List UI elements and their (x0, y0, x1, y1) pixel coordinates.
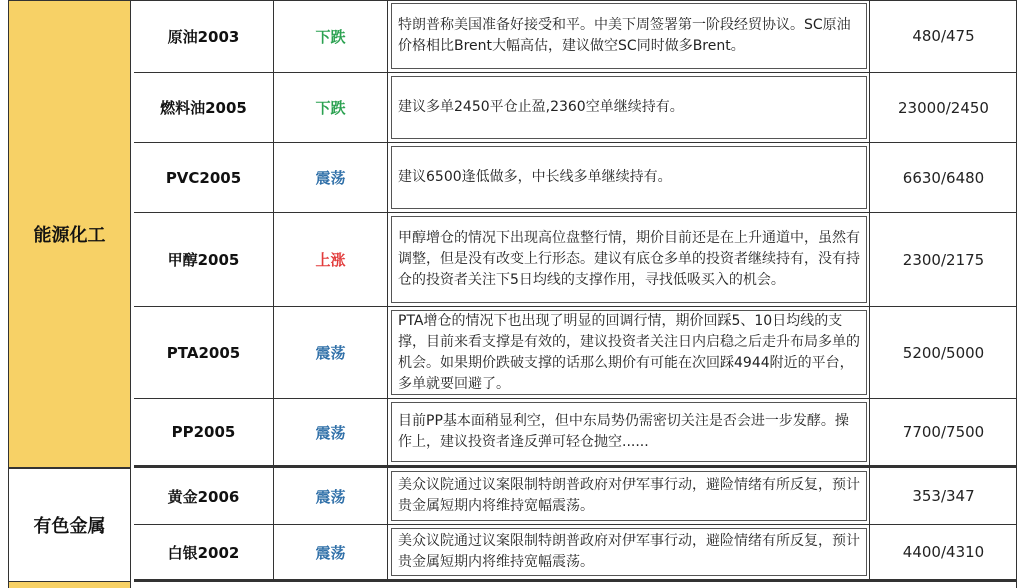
strategy-text: 甲醇增仓的情况下出现高位盘整行情，期价目前还是在上升通道中，虽然有调整，但是没有改变上行形态。建议有底仓多单的投资者继续持有，没有持仓的投资者关注下5日均线的支撑作用，寻找低吸买入的机会。 (388, 213, 870, 306)
price-levels: 2300/2175 (902, 250, 985, 269)
price-levels: 7700/7500 (902, 423, 985, 441)
table-row (134, 307, 1017, 399)
trend-label: 震荡 (274, 468, 388, 524)
contract-name: 黄金2006 (134, 468, 274, 524)
price-levels: 4400/4310 (902, 543, 985, 561)
table-row (134, 468, 1017, 525)
trend-label: 震荡 (274, 307, 388, 398)
strategy-text: 特朗普称美国准备好接受和平。中美下周签署第一阶段经贸协议。SC原油价格相比Brent大幅高估，建议做空SC同时做多Brent。 (388, 0, 870, 72)
price-levels: 353/347 (912, 487, 975, 505)
contract-name: 燃料油2005 (134, 73, 274, 142)
table-row (134, 0, 1017, 73)
contract-name: PP2005 (134, 399, 274, 465)
contract-name: 原油2003 (134, 0, 274, 72)
strategy-text: 目前PP基本面稍显利空，但中东局势仍需密切关注是否会进一步发酵。操作上，建议投资者逢反弹可轻仓抛空...... (388, 399, 870, 465)
strategy-text: 建议多单2450平仓止盈,2360空单继续持有。 (388, 73, 870, 142)
strategy-text: 美众议院通过议案限制特朗普政府对伊军事行动，避险情绪有所反复，预计贵金属短期内将维持宽幅震荡。 (388, 468, 870, 524)
category-energy-chemical: 能源化工 (8, 0, 131, 468)
table-row (134, 143, 1017, 213)
trend-label: 震荡 (274, 399, 388, 465)
strategy-text: PTA增仓的情况下也出现了明显的回调行情，期价回踩5、10日均线的支撑，目前来看支撑是有效的，建议投资者关注日内启稳之后走升布局多单的机会。如果期价跌破支撑的话那么期价有可能在次回踩4944附近的平台，多单就要回避了。 (388, 307, 870, 398)
category-next-strip (8, 582, 131, 588)
trend-label: 上涨 (274, 213, 388, 306)
price-levels: 480/475 (912, 27, 975, 45)
price-levels: 5200/5000 (902, 343, 985, 362)
contract-name: PVC2005 (134, 143, 274, 212)
table-right-border (1016, 0, 1017, 588)
category-nonferrous-metals: 有色金属 (8, 468, 131, 582)
price-levels: 6630/6480 (902, 168, 985, 187)
price-levels: 23000/2450 (898, 98, 989, 117)
contract-name: PTA2005 (134, 307, 274, 398)
trend-label: 下跌 (274, 0, 388, 72)
trend-label: 下跌 (274, 73, 388, 142)
table-row (134, 73, 1017, 143)
table-row (134, 525, 1017, 582)
contract-name: 甲醇2005 (134, 213, 274, 306)
trend-label: 震荡 (274, 525, 388, 579)
strategy-text: 建议6500逢低做多，中长线多单继续持有。 (388, 143, 870, 212)
table-row (134, 213, 1017, 307)
table-row (134, 399, 1017, 468)
trend-label: 震荡 (274, 143, 388, 212)
contract-name: 白银2002 (134, 525, 274, 579)
strategy-text: 美众议院通过议案限制特朗普政府对伊军事行动，避险情绪有所反复，预计贵金属短期内将维持宽幅震荡。 (388, 525, 870, 579)
left-gutter (0, 0, 8, 588)
